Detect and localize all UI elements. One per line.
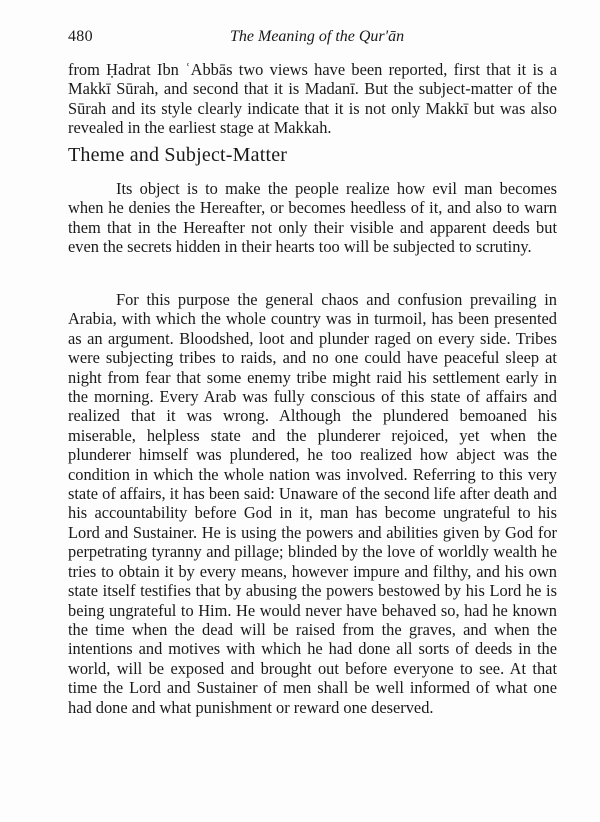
page-number: 480 bbox=[68, 28, 93, 45]
purpose-paragraph: For this purpose the general chaos and confusion prevailing in Arabia, with which the whole country was in turmoil, has been presented as an argument. Bloodshed, loot and plunder raged on every side. Tribes were subjecting tribes to raids, and no one could have peaceful sleep at night from fear that some enemy tribe might raid his settlement early in the morning. Every Arab was fully conscious of this state of affairs and realized that it was wrong. Although the plundered bemoaned his miserable, helpless state and the plunderer rejoiced, yet when the plunderer himself was plundered, he too realized how abject was the condition in which the whole nation was involved. Referring to this very state of affairs, it has been said: Unaware of the second life after death and his accountability before God in it, man has become ungrateful to his Lord and Sustainer. He is using the powers and abilities given by God for perpetrating tyranny and pillage; blinded by the love of worldly wealth he tries to obtain it by every means, however impure and filthy, and his own state itself testifies that by abusing the powers bestowed by his Lord he is being ungrateful to Him. He would never have behaved so, had he known the time when the dead will be raised from the graves, and when the intentions and motives with which he had done all sorts of deeds in the world, will be exposed and brought out before everyone to see. At that time the Lord and Sustainer of men shall be well informed of what one had done and what punishment or reward one deserved. bbox=[68, 290, 557, 717]
running-title: The Meaning of the Qur'ān bbox=[230, 28, 405, 45]
intro-paragraph: from Ḥadrat Ibn ʿAbbās two views have been reported, first that it is a Makkī Sūrah, and second that it is Madanī. But the subject-matter of the Sūrah and its style clearly indicate that it is not only Makkī but was also revealed in the earliest stage at Makkah. bbox=[68, 60, 557, 138]
section-heading: Theme and Subject-Matter bbox=[68, 144, 288, 166]
object-paragraph: Its object is to make the people realize how evil man becomes when he denies the Hereafter, or becomes heedless of it, and also to warn them that in the Hereafter not only their visible and apparent deeds but even the secrets hidden in their hearts too will be subjected to scrutiny. bbox=[68, 179, 557, 257]
